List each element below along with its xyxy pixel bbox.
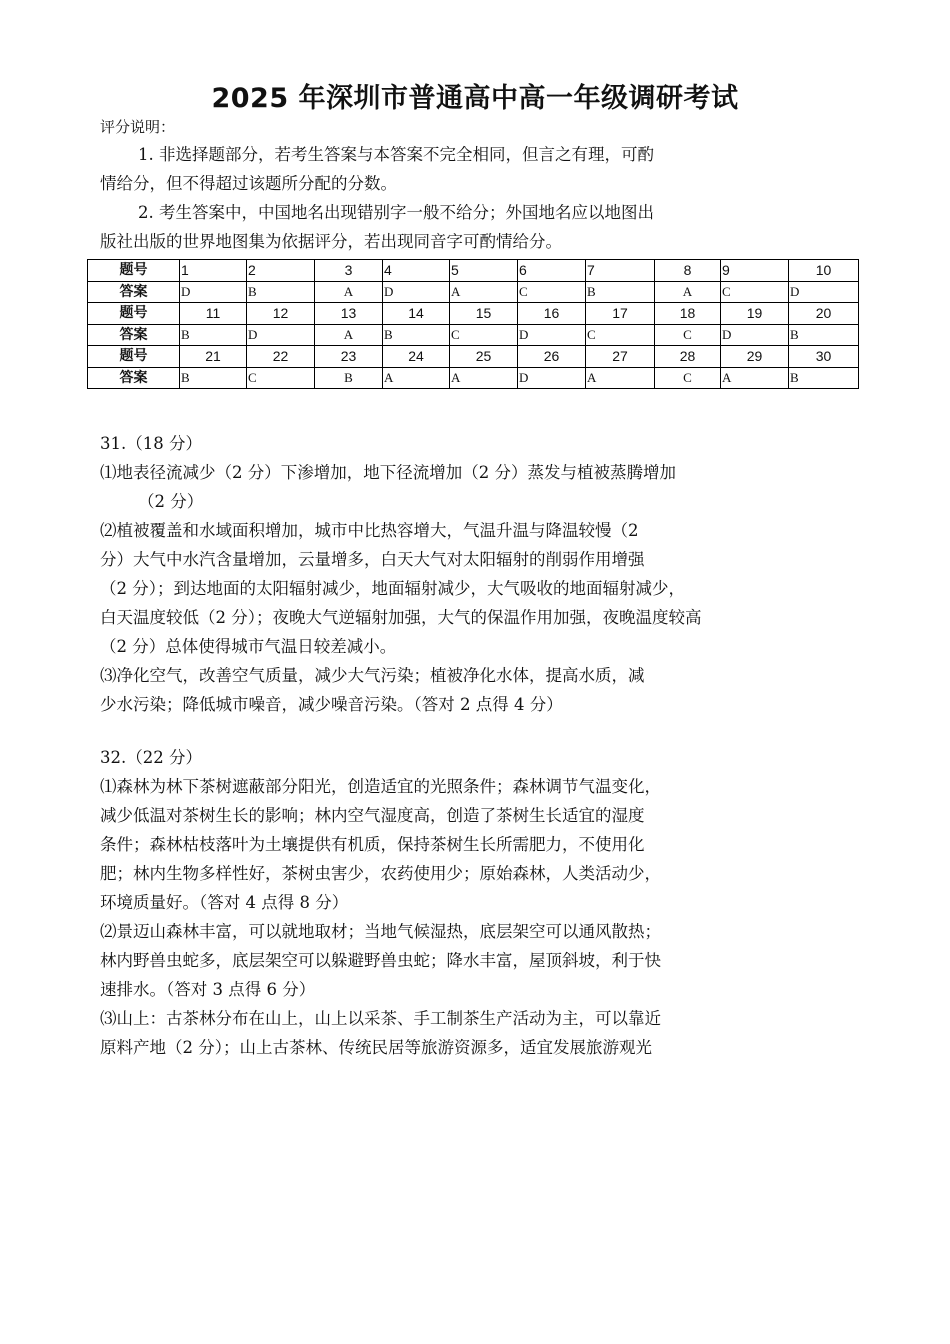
question-number-row bbox=[88, 303, 859, 325]
q32-part-2-line-1: ⑵景迈山森林丰富，可以就地取材；当地气候湿热，底层架空可以通风散热； bbox=[100, 922, 661, 941]
answer-cell: B bbox=[180, 324, 247, 346]
answer-table bbox=[87, 259, 859, 389]
answer-cell: A bbox=[383, 367, 450, 389]
q32-part-1-line-4: 肥；林内生物多样性好，茶树虫害少，农药使用少；原始森林，人类活动少， bbox=[100, 864, 661, 883]
question-number-cell: 7 bbox=[586, 260, 655, 282]
question-number-cell: 16 bbox=[518, 303, 586, 325]
question-number-cell: 10 bbox=[789, 260, 859, 282]
page-title: 2025 年深圳市普通高中高一年级调研考试 bbox=[211, 83, 739, 114]
q31-part-2-line-1: ⑵植被覆盖和水域面积增加，城市中比热容增大，气温升温与降温较慢（2 bbox=[100, 521, 639, 540]
question-number-cell: 29 bbox=[721, 346, 789, 368]
q31-part-3-line-2: 少水污染；降低城市噪音，减少噪音污染。（答对 2 点得 4 分） bbox=[100, 695, 563, 714]
q32-part-1-line-1: ⑴森林为林下茶树遮蔽部分阳光，创造适宜的光照条件；森林调节气温变化， bbox=[100, 777, 661, 796]
question-number-cell: 1 bbox=[180, 260, 247, 282]
question-number-cell: 5 bbox=[450, 260, 518, 282]
scoring-rule-1-line-2: 情给分，但不得超过该题所分配的分数。 bbox=[100, 174, 397, 193]
question-31 bbox=[100, 429, 800, 719]
answer-cell: A bbox=[586, 367, 655, 389]
question-number-cell: 6 bbox=[518, 260, 586, 282]
question-number-cell: 8 bbox=[655, 260, 721, 282]
q32-part-2-line-2: 林内野兽虫蛇多，底层架空可以躲避野兽虫蛇；降水丰富，屋顶斜坡，利于快 bbox=[100, 951, 661, 970]
question-number-cell: 20 bbox=[789, 303, 859, 325]
question-number-row bbox=[88, 260, 859, 282]
answer-label: 答案 bbox=[88, 281, 180, 303]
question-number-row bbox=[88, 346, 859, 368]
question-32 bbox=[100, 743, 800, 1062]
question-number-cell: 21 bbox=[180, 346, 247, 368]
q32-heading: 32.（22 分） bbox=[100, 748, 202, 767]
q31-heading: 31.（18 分） bbox=[100, 434, 202, 453]
answer-cell: D bbox=[518, 367, 586, 389]
answer-row bbox=[88, 324, 859, 346]
answer-cell: C bbox=[655, 367, 721, 389]
question-number-cell: 13 bbox=[315, 303, 383, 325]
q31-part-2-line-3: （2 分）；到达地面的太阳辐射减少，地面辐射减少，大气吸收的地面辐射减少， bbox=[100, 579, 685, 598]
question-number-label: 题号 bbox=[88, 260, 180, 282]
q32-part-1-line-3: 条件；森林枯枝落叶为土壤提供有机质，保持茶树生长所需肥力，不使用化 bbox=[100, 835, 645, 854]
question-number-cell: 2 bbox=[247, 260, 315, 282]
answer-cell: C bbox=[450, 324, 518, 346]
question-number-cell: 26 bbox=[518, 346, 586, 368]
answer-cell: A bbox=[450, 367, 518, 389]
answer-cell: C bbox=[655, 324, 721, 346]
q32-part-1-line-2: 减少低温对茶树生长的影响；林内空气湿度高，创造了茶树生长适宜的湿度 bbox=[100, 806, 645, 825]
answer-cell: B bbox=[315, 367, 383, 389]
answer-cell: B bbox=[383, 324, 450, 346]
q31-part-3-line-1: ⑶净化空气，改善空气质量，减少大气污染；植被净化水体，提高水质，减 bbox=[100, 666, 645, 685]
answer-cell: B bbox=[247, 281, 315, 303]
question-number-cell: 22 bbox=[247, 346, 315, 368]
answer-cell: B bbox=[180, 367, 247, 389]
question-number-cell: 25 bbox=[450, 346, 518, 368]
q31-part-1-cont: （2 分） bbox=[138, 492, 204, 511]
scoring-rule-2-line-2: 版社出版的世界地图集为依据评分，若出现同音字可酌情给分。 bbox=[100, 232, 562, 251]
question-number-cell: 18 bbox=[655, 303, 721, 325]
question-number-label: 题号 bbox=[88, 346, 180, 368]
question-number-cell: 12 bbox=[247, 303, 315, 325]
question-number-cell: 27 bbox=[586, 346, 655, 368]
answer-cell: C bbox=[721, 281, 789, 303]
answer-cell: D bbox=[518, 324, 586, 346]
answer-label: 答案 bbox=[88, 367, 180, 389]
answer-cell: A bbox=[450, 281, 518, 303]
answer-cell: D bbox=[180, 281, 247, 303]
answer-cell: D bbox=[383, 281, 450, 303]
answer-label: 答案 bbox=[88, 324, 180, 346]
q31-part-2-line-2: 分）大气中水汽含量增加，云量增多，白天大气对太阳辐射的削弱作用增强 bbox=[100, 550, 645, 569]
answer-row bbox=[88, 281, 859, 303]
question-number-cell: 19 bbox=[721, 303, 789, 325]
answer-cell: B bbox=[586, 281, 655, 303]
q32-part-1-line-5: 环境质量好。（答对 4 点得 8 分） bbox=[100, 893, 349, 912]
answer-cell: A bbox=[721, 367, 789, 389]
question-number-cell: 14 bbox=[383, 303, 450, 325]
question-number-cell: 28 bbox=[655, 346, 721, 368]
answer-cell: A bbox=[315, 324, 383, 346]
scoring-notes bbox=[100, 114, 760, 256]
q32-part-3-line-1: ⑶山上：古茶林分布在山上，山上以采茶、手工制茶生产活动为主，可以靠近 bbox=[100, 1009, 661, 1028]
q32-part-2-line-3: 速排水。（答对 3 点得 6 分） bbox=[100, 980, 316, 999]
answer-cell: B bbox=[789, 324, 859, 346]
question-number-cell: 24 bbox=[383, 346, 450, 368]
question-number-cell: 3 bbox=[315, 260, 383, 282]
scoring-rule-1-line-1: 1. 非选择题部分，若考生答案与本答案不完全相同，但言之有理，可酌 bbox=[138, 145, 654, 164]
q31-part-1: ⑴地表径流减少（2 分）下渗增加，地下径流增加（2 分）蒸发与植被蒸腾增加 bbox=[100, 463, 676, 482]
answer-cell: A bbox=[655, 281, 721, 303]
question-number-label: 题号 bbox=[88, 303, 180, 325]
q31-part-2-line-4: 白天温度较低（2 分）；夜晚大气逆辐射加强，大气的保温作用加强，夜晚温度较高 bbox=[100, 608, 702, 627]
answer-cell: D bbox=[247, 324, 315, 346]
answer-cell: A bbox=[315, 281, 383, 303]
question-number-cell: 17 bbox=[586, 303, 655, 325]
question-number-cell: 30 bbox=[789, 346, 859, 368]
question-number-cell: 15 bbox=[450, 303, 518, 325]
question-number-cell: 23 bbox=[315, 346, 383, 368]
q31-part-2-line-5: （2 分）总体使得城市气温日较差减小。 bbox=[100, 637, 397, 656]
question-number-cell: 4 bbox=[383, 260, 450, 282]
answer-cell: C bbox=[518, 281, 586, 303]
answer-cell: C bbox=[586, 324, 655, 346]
scoring-rule-2-line-1: 2. 考生答案中，中国地名出现错别字一般不给分；外国地名应以地图出 bbox=[138, 203, 654, 222]
question-number-cell: 11 bbox=[180, 303, 247, 325]
answer-cell: C bbox=[247, 367, 315, 389]
answer-cell: D bbox=[789, 281, 859, 303]
q32-part-3-line-2: 原料产地（2 分）；山上古茶林、传统民居等旅游资源多，适宜发展旅游观光 bbox=[100, 1038, 652, 1057]
scoring-heading: 评分说明： bbox=[100, 118, 176, 136]
answer-cell: D bbox=[721, 324, 789, 346]
answer-row bbox=[88, 367, 859, 389]
question-number-cell: 9 bbox=[721, 260, 789, 282]
answer-cell: B bbox=[789, 367, 859, 389]
